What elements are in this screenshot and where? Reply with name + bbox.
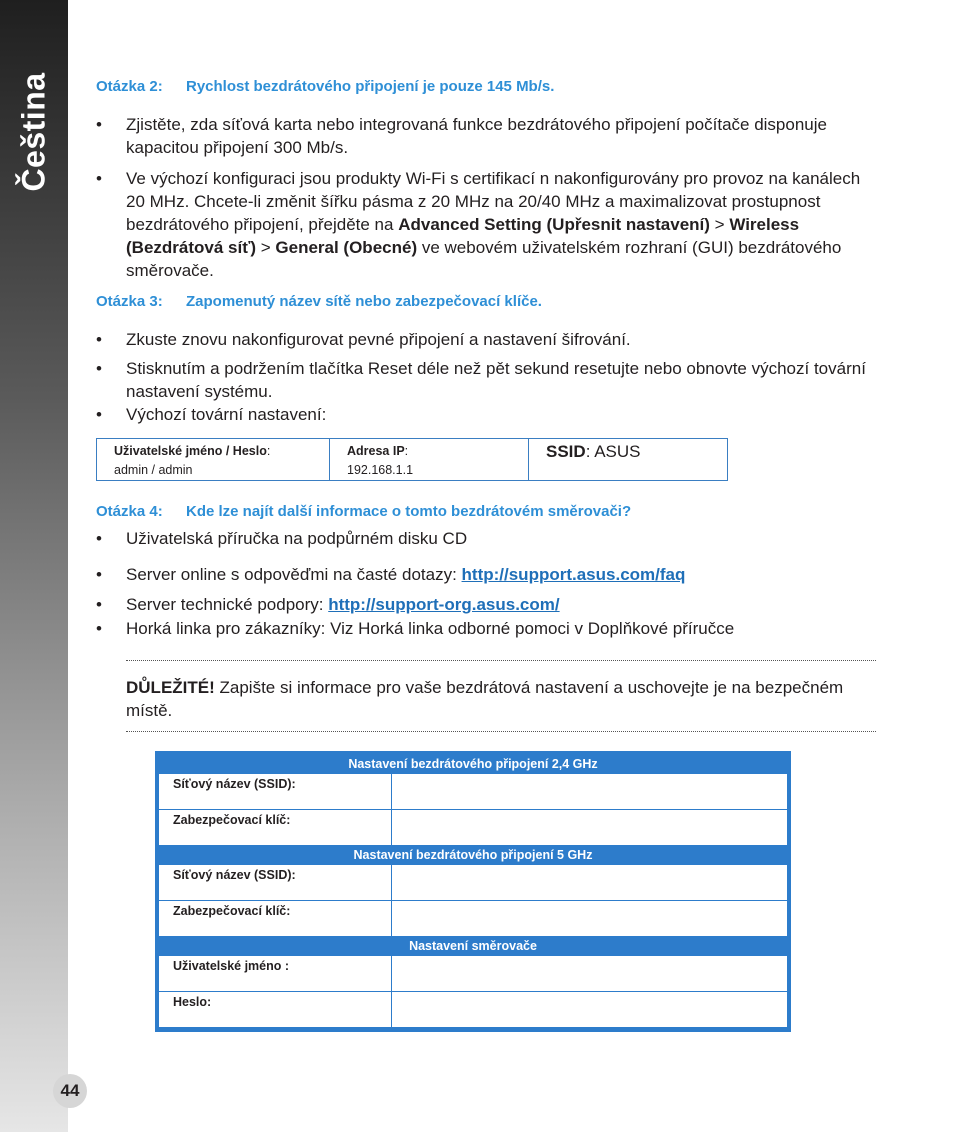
bullet: • xyxy=(96,565,102,584)
bullet: • xyxy=(96,115,102,134)
divider xyxy=(126,731,876,732)
key-label: Zabezpečovací klíč: xyxy=(159,810,392,845)
list-item-text: Výchozí tovární nastavení: xyxy=(126,405,327,424)
ssid-blank-field xyxy=(392,865,787,900)
list-item-text xyxy=(126,563,866,586)
table-row xyxy=(159,774,787,809)
question-title: Rychlost bezdrátového připojení je pouze 145 Mb/s. xyxy=(186,78,555,95)
divider xyxy=(126,660,876,661)
page-number: 44 xyxy=(53,1074,87,1108)
table-row xyxy=(159,992,787,1027)
question-label: Otázka 2: xyxy=(96,78,163,95)
bullet: • xyxy=(96,359,102,378)
question-2-heading xyxy=(96,78,554,95)
bullet: • xyxy=(96,405,102,424)
password-blank-field xyxy=(392,992,787,1027)
section-header-5ghz: Nastavení bezdrátového připojení 5 GHz xyxy=(353,848,593,862)
ssid-blank-field xyxy=(392,774,787,809)
list-item-text xyxy=(126,167,866,282)
text-span: Server online s odpověďmi na časté dotazy: xyxy=(126,565,462,584)
default-ssid-cell xyxy=(529,439,727,480)
question-3-heading xyxy=(96,293,542,310)
table-row xyxy=(159,901,787,936)
important-label: DŮLEŽITÉ! xyxy=(126,678,215,697)
menu-path-general: General (Obecné) xyxy=(275,238,418,257)
key-blank-field xyxy=(392,810,787,845)
important-note xyxy=(126,676,866,722)
faq-link[interactable]: http://support.asus.com/faq xyxy=(461,565,686,584)
text-span: ve webovém uživatelském rozhraní (GUI) bezdrátového směrovače. xyxy=(126,238,842,280)
question-title: Kde lze najít další informace o tomto bezdrátovém směrovači? xyxy=(186,503,632,520)
password-label: Heslo: xyxy=(159,992,392,1027)
table-row xyxy=(159,810,787,845)
sidebar xyxy=(0,0,68,1132)
list-item xyxy=(96,357,866,403)
key-label: Zabezpečovací klíč: xyxy=(159,901,392,936)
ssid-label: Síťový název (SSID): xyxy=(159,774,392,809)
settings-form xyxy=(155,751,791,1032)
menu-path-advanced: Advanced Setting (Upřesnit nastavení) xyxy=(398,215,710,234)
text-span: Server technické podpory: xyxy=(126,595,329,614)
bullet: • xyxy=(96,529,102,548)
list-item xyxy=(96,617,866,640)
default-user-label: Uživatelské jméno / Heslo xyxy=(114,444,267,458)
default-ip-cell xyxy=(330,439,529,480)
default-ip-label: Adresa IP xyxy=(347,444,405,458)
bullet: • xyxy=(96,330,102,349)
username-label: Uživatelské jméno : xyxy=(159,956,392,991)
section-header-2-4ghz: Nastavení bezdrátového připojení 2,4 GHz xyxy=(348,757,598,771)
list-item-text: Horká linka pro zákazníky: Viz Horká linka odborné pomoci v Doplňkové příručce xyxy=(126,619,735,638)
list-item-text xyxy=(126,593,866,616)
list-item xyxy=(96,113,866,159)
list-item-text: Stisknutím a podržením tlačítka Reset déle než pět sekund resetujte nebo obnovte výchozí tovární nastavení systému. xyxy=(126,359,866,401)
support-link[interactable]: http://support-org.asus.com/ xyxy=(328,595,560,614)
default-user-cell xyxy=(97,439,330,480)
default-user-value: admin / admin xyxy=(114,463,193,477)
colon: : xyxy=(266,444,271,458)
list-item-text: Uživatelská příručka na podpůrném disku CD xyxy=(126,529,468,548)
list-item xyxy=(96,403,866,426)
question-4-heading xyxy=(96,503,631,520)
bullet: • xyxy=(96,595,102,614)
list-item xyxy=(96,527,866,550)
table-row xyxy=(159,956,787,991)
bullet: • xyxy=(96,169,102,188)
table-row xyxy=(159,865,787,900)
username-blank-field xyxy=(392,956,787,991)
list-item xyxy=(96,167,866,282)
menu-path-wireless: Wireless (Bezdrátová síť) xyxy=(126,215,800,257)
text-span: Ve výchozí konfiguraci jsou produkty Wi-Fi s certifikací n nakonfigurovány pro provoz na kanálech 20 MHz. Chcete-li změnit šířku pásma z 20 MHz na 20/40 MHz a maximalizovat prostupnost bezdrátového připojení, přejděte na xyxy=(126,169,861,234)
key-blank-field xyxy=(392,901,787,936)
path-separator: > xyxy=(709,215,730,234)
default-settings-table xyxy=(96,438,728,481)
section-header-router: Nastavení směrovače xyxy=(409,939,537,953)
default-ip-value: 192.168.1.1 xyxy=(347,463,414,477)
colon: : xyxy=(404,444,409,458)
bullet: • xyxy=(96,619,102,638)
question-title: Zapomenutý název sítě nebo zabezpečovací klíče. xyxy=(186,293,542,310)
list-item xyxy=(96,593,866,616)
list-item xyxy=(96,563,866,586)
default-ssid-label: SSID xyxy=(546,442,586,461)
list-item xyxy=(96,328,866,351)
list-item-text: Zjistěte, zda síťová karta nebo integrovaná funkce bezdrátového připojení počítače disponuje kapacitou připojení 300 Mb/s. xyxy=(126,115,827,157)
path-separator: > xyxy=(256,238,276,257)
question-label: Otázka 3: xyxy=(96,293,163,310)
list-item-text: Zkuste znovu nakonfigurovat pevné připojení a nastavení šifrování. xyxy=(126,330,631,349)
question-label: Otázka 4: xyxy=(96,503,163,520)
important-text: Zapište si informace pro vaše bezdrátová nastavení a uschovejte je na bezpečném místě. xyxy=(126,678,844,720)
default-ssid-value: : ASUS xyxy=(585,442,641,461)
language-title: Čeština xyxy=(15,72,52,192)
ssid-label: Síťový název (SSID): xyxy=(159,865,392,900)
